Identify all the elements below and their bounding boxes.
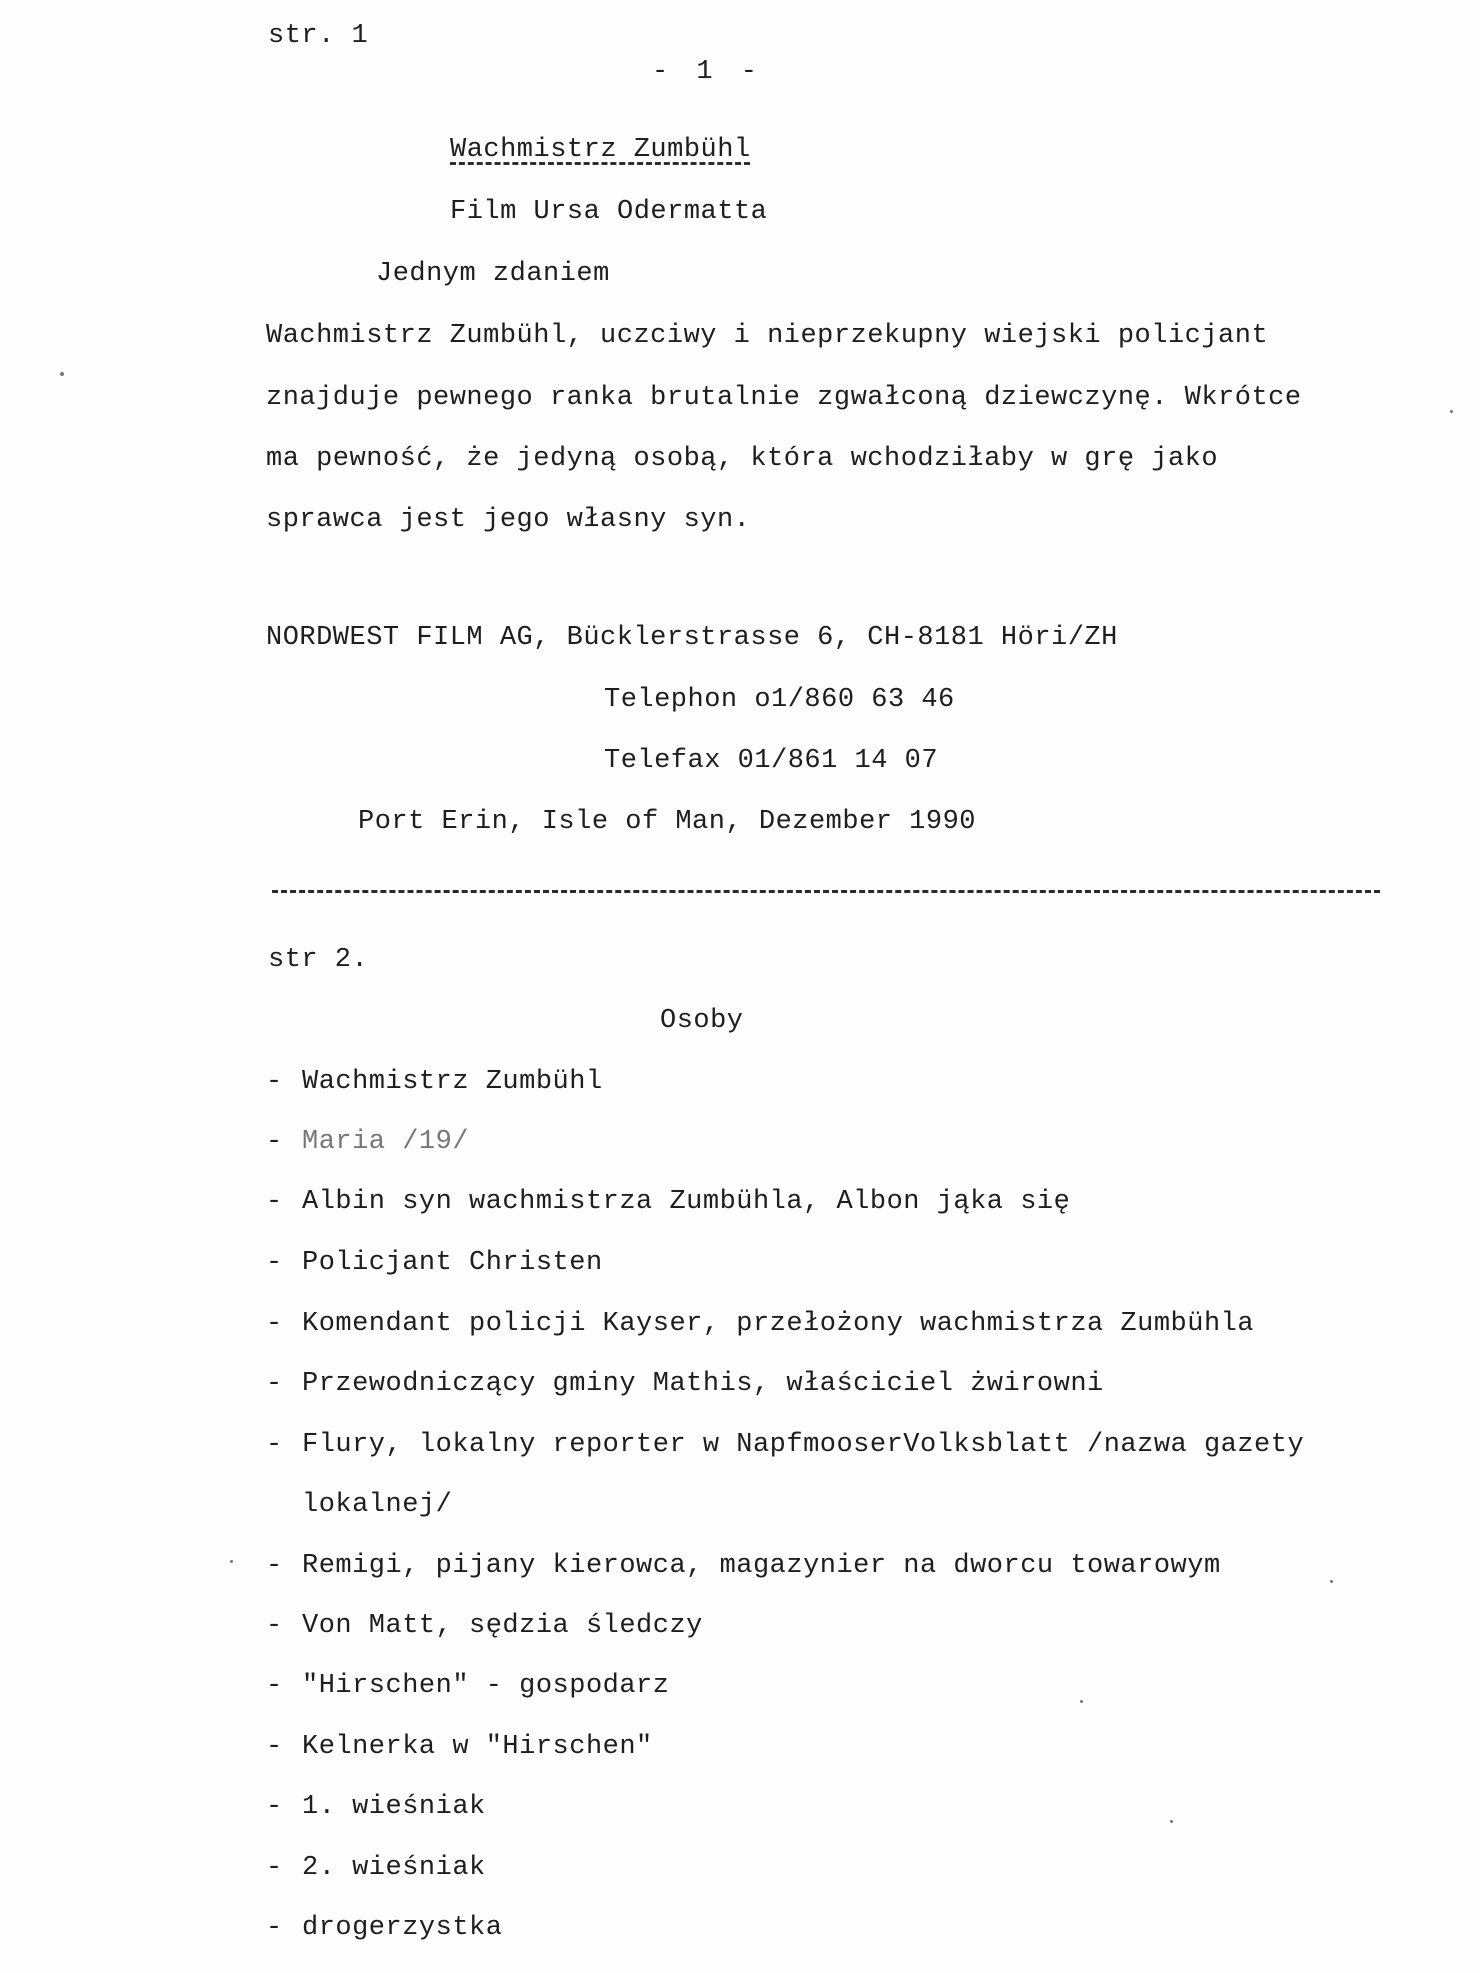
scan-speck [1330, 1580, 1333, 1583]
character-name: Wachmistrz Zumbühl [302, 1067, 603, 1097]
character-name: "Hirschen" - gospodarz [302, 1671, 670, 1701]
character-name: 2. wieśniak [302, 1853, 486, 1883]
place-and-date: Port Erin, Isle of Man, Dezember 1990 [358, 807, 976, 837]
character-item: - drogerzystka [266, 1913, 503, 1943]
character-name: Von Matt, sędzia śledczy [302, 1611, 703, 1641]
character-name: Remigi, pijany kierowca, magazynier na dworcu towarowym [302, 1551, 1221, 1581]
character-item: - Von Matt, sędzia śledczy [266, 1611, 703, 1641]
characters-heading: Osoby [660, 1006, 744, 1036]
character-item: - Albin syn wachmistrza Zumbühla, Albon jąka się [266, 1187, 1071, 1217]
summary-heading: Jednym zdaniem [376, 259, 610, 289]
scan-speck [230, 1560, 233, 1563]
character-name: Flury, lokalny reporter w NapfmooserVolksblatt /nazwa gazety [302, 1430, 1305, 1460]
company-telephone: Telephon o1/860 63 46 [604, 685, 955, 715]
character-name: Maria /19/ [302, 1127, 470, 1157]
summary-line: Wachmistrz Zumbühl, uczciwy i nieprzekupny wiejski policjant [266, 321, 1269, 351]
character-item: - Flury, lokalny reporter w NapfmooserVolksblatt /nazwa gazety [266, 1430, 1305, 1460]
page-label: str. 1 [268, 21, 369, 51]
scan-speck [60, 372, 64, 376]
page-number: - 1 - [652, 57, 764, 87]
page-label: str 2. [268, 945, 369, 975]
scan-speck [1170, 1820, 1173, 1823]
scan-speck [1450, 410, 1453, 413]
company-address: NORDWEST FILM AG, Bücklerstrasse 6, CH-8181 Höri/ZH [266, 623, 1118, 653]
character-continuation: lokalnej/ [302, 1490, 453, 1520]
character-name: 1. wieśniak [302, 1792, 486, 1822]
character-name: Przewodniczący gminy Mathis, właściciel żwirowni [302, 1369, 1104, 1399]
scan-speck [1080, 1700, 1083, 1703]
document-subtitle: Film Ursa Odermatta [450, 197, 768, 227]
character-item: - Maria /19/ [266, 1127, 470, 1157]
character-name: Policjant Christen [302, 1248, 603, 1278]
page-divider [272, 890, 1380, 893]
summary-line: sprawca jest jego własny syn. [266, 505, 751, 535]
character-name: Komendant policji Kayser, przełożony wachmistrza Zumbühla [302, 1309, 1255, 1339]
character-item: - Wachmistrz Zumbühl [266, 1067, 603, 1097]
company-telefax: Telefax 01/861 14 07 [604, 746, 939, 776]
document-title: Wachmistrz Zumbühl [450, 135, 751, 165]
character-item: - Policjant Christen [266, 1248, 603, 1278]
character-item: - 1. wieśniak [266, 1792, 486, 1822]
character-item: - 2. wieśniak [266, 1853, 486, 1883]
character-name: Albin syn wachmistrza Zumbühla, Albon jąka się [302, 1187, 1071, 1217]
character-name: Kelnerka w "Hirschen" [302, 1732, 653, 1762]
character-item: - "Hirschen" - gospodarz [266, 1671, 670, 1701]
character-item: - Remigi, pijany kierowca, magazynier na dworcu towarowym [266, 1551, 1221, 1581]
summary-line: ma pewność, że jedyną osobą, która wchodziłaby w grę jako [266, 444, 1219, 474]
character-item: - Kelnerka w "Hirschen" [266, 1732, 653, 1762]
character-name: drogerzystka [302, 1913, 503, 1943]
character-item: - Komendant policji Kayser, przełożony wachmistrza Zumbühla [266, 1309, 1255, 1339]
summary-line: znajduje pewnego ranka brutalnie zgwałconą dziewczynę. Wkrótce [266, 383, 1302, 413]
character-item: - Przewodniczący gminy Mathis, właściciel żwirowni [266, 1369, 1104, 1399]
